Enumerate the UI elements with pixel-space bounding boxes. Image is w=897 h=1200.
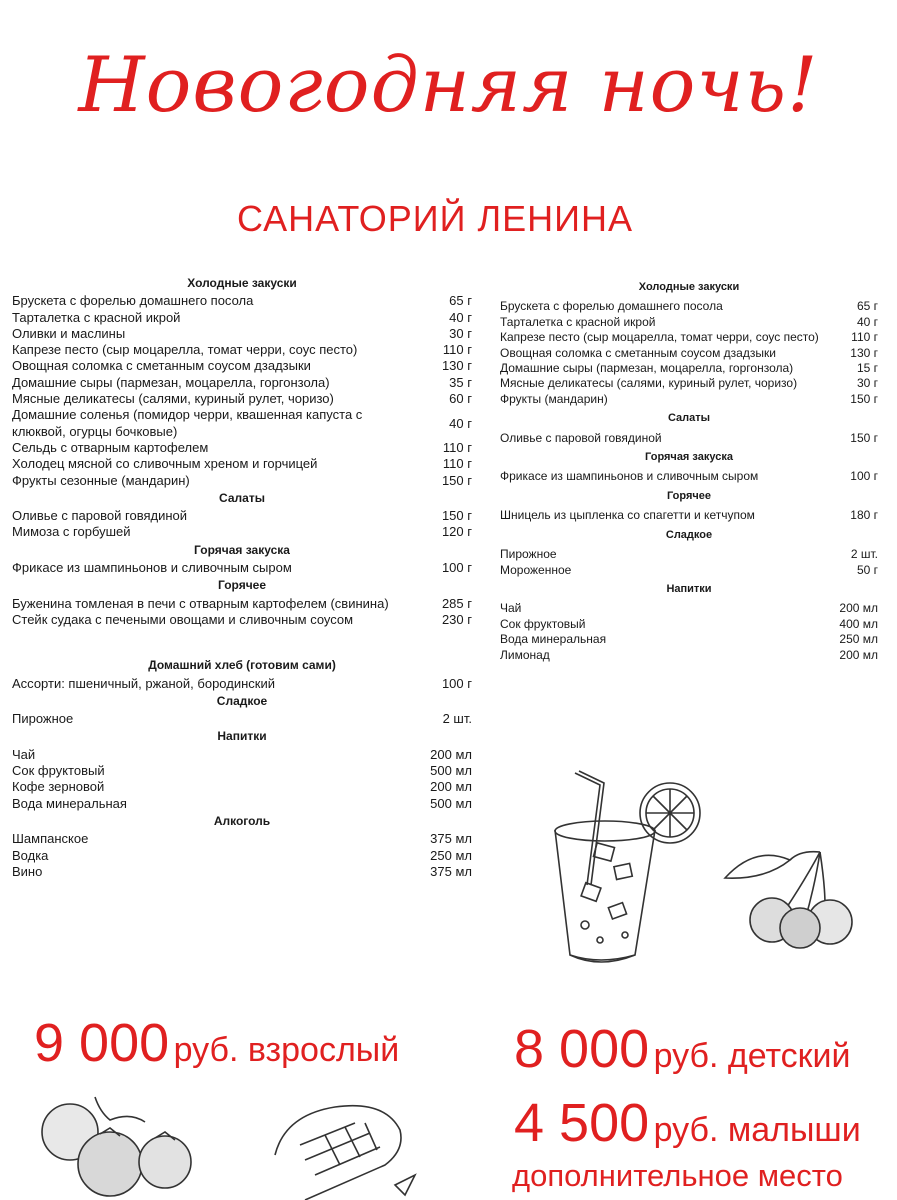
menu-item-qty: 130 г <box>441 358 472 374</box>
menu-item-name: Водка <box>12 847 49 863</box>
extra-place-note: дополнительное место <box>512 1158 843 1193</box>
section-dessert <box>500 528 878 578</box>
menu-item <box>12 763 472 779</box>
section-title: Холодные закуски <box>638 281 740 293</box>
price-baby-amount: 4 500 <box>514 1093 650 1153</box>
menu-item-qty: 120 г <box>441 524 472 540</box>
menu-item <box>500 563 878 578</box>
menu-item <box>500 617 878 632</box>
section-title: Сладкое <box>665 528 713 541</box>
menu-item-qty: 500 мл <box>430 763 472 779</box>
price-baby <box>514 1092 861 1154</box>
menu-item-qty: 40 г <box>856 314 878 329</box>
menu-item-name: Чай <box>12 746 36 762</box>
menu-item <box>12 831 472 847</box>
menu-item <box>500 376 878 391</box>
menu-item-qty: 230 г <box>441 611 472 627</box>
menu-item-name: Домашние сыры (пармезан, моцарелла, горгонзола) <box>12 374 330 390</box>
menu-item <box>12 508 472 524</box>
cherries-icon <box>720 840 860 950</box>
menu-item <box>500 392 878 407</box>
menu-item-name: Пирожное <box>500 547 557 562</box>
menu-item <box>500 601 878 616</box>
menu-item <box>500 469 878 484</box>
section-hot <box>500 489 878 524</box>
menu-item-name: Сельдь с отварным картофелем <box>12 439 209 455</box>
menu-item-qty: 2 шт. <box>850 547 878 562</box>
section-dessert <box>12 693 472 728</box>
glass-with-straw-icon <box>515 765 705 970</box>
menu-item <box>12 560 472 576</box>
menu-item-name: Фрикасе из шампиньонов и сливочным сыром <box>500 469 759 484</box>
menu-item <box>12 407 472 440</box>
menu-item-name: Капрезе песто (сыр моцарелла, томат черри, соус песто) <box>12 342 358 358</box>
menu-item-qty: 100 г <box>441 560 472 576</box>
menu-item <box>12 711 472 727</box>
section-salads <box>12 490 472 541</box>
menu-adult-column <box>12 274 472 880</box>
section-title: Домашний хлеб (готовим сами) <box>148 658 336 673</box>
menu-item <box>12 326 472 342</box>
menu-item-name: Буженина томленая в печи с отварным картофелем (свинина) <box>12 595 389 611</box>
menu-item <box>500 508 878 523</box>
menu-item-qty: 375 мл <box>430 831 472 847</box>
menu-item-qty: 500 мл <box>430 795 472 811</box>
menu-item-qty: 40 г <box>449 415 472 431</box>
menu-item-qty: 200 мл <box>839 601 878 616</box>
price-child-amount: 8 000 <box>514 1019 650 1079</box>
menu-item-name: Ассорти: пшеничный, ржаной, бородинский <box>12 675 275 691</box>
menu-item-qty: 200 мл <box>430 779 472 795</box>
section-drinks <box>12 728 472 811</box>
section-alcohol <box>12 813 472 880</box>
section-title: Горячая закуска <box>194 542 290 557</box>
price-child <box>514 1018 851 1080</box>
menu-item-name: Овощная соломка с сметанным соусом дзадзыки <box>12 358 311 374</box>
menu-item-qty: 400 мл <box>839 616 878 631</box>
menu-item-name: Стейк судака с печеными овощами и сливочным соусом <box>12 611 354 627</box>
menu-item <box>12 612 472 628</box>
price-baby-label: руб. малыши <box>653 1111 861 1149</box>
menu-item <box>12 391 472 407</box>
menu-item-name: Шампанское <box>12 831 89 847</box>
menu-item-qty: 250 мл <box>839 632 878 647</box>
menu-item-name: Оливье с паровой говядиной <box>12 508 188 524</box>
menu-item-qty: 200 мл <box>839 647 878 662</box>
menu-item-qty: 180 г <box>850 508 878 523</box>
menu-item <box>500 648 878 663</box>
menu-item <box>12 310 472 326</box>
menu-item-name: Чай <box>500 601 522 616</box>
menu-item-qty: 150 г <box>850 391 878 406</box>
menu-item <box>500 330 878 345</box>
menu-item-qty: 110 г <box>442 456 472 472</box>
section-title: Салаты <box>667 412 711 425</box>
menu-item <box>12 864 472 880</box>
page-subtitle: САНАТОРИЙ ЛЕНИНА <box>236 198 634 239</box>
section-bread <box>12 657 472 692</box>
section-title: Горячая закуска <box>645 451 733 464</box>
menu-item <box>12 473 472 489</box>
menu-item-name: Мимоза с горбушей <box>12 524 131 540</box>
menu-item <box>12 848 472 864</box>
menu-item-name: Вода минеральная <box>12 795 127 811</box>
steak-icon <box>265 1095 425 1200</box>
menu-item-name: Фрукты сезонные (мандарин) <box>12 472 190 488</box>
menu-item-qty: 65 г <box>856 299 878 314</box>
menu-item-qty: 285 г <box>441 595 472 611</box>
menu-item <box>12 375 472 391</box>
menu-item-name: Вино <box>12 863 43 879</box>
price-adult-amount: 9 000 <box>34 1013 170 1073</box>
menu-item-name: Сок фруктовый <box>12 763 105 779</box>
menu-item-name: Фрикасе из шампиньонов и сливочным сыром <box>12 560 292 576</box>
menu-item-name: Шницель из цыпленка со спагетти и кетчупом <box>500 508 755 523</box>
menu-item-qty: 150 г <box>441 508 472 524</box>
menu-item-name: Мясные деликатесы (салями, куриный рулет, чоризо) <box>12 391 334 407</box>
tomatoes-icon <box>40 1092 195 1200</box>
menu-child-column <box>500 276 878 663</box>
menu-item <box>12 747 472 763</box>
menu-item-name: Пирожное <box>12 711 74 727</box>
menu-item <box>12 293 472 309</box>
price-child-label: руб. детский <box>653 1037 851 1075</box>
section-title: Салаты <box>219 490 265 505</box>
menu-item-name: Оливье с паровой говядиной <box>500 430 662 445</box>
menu-item-qty: 110 г <box>442 342 472 358</box>
menu-item-qty: 110 г <box>442 439 472 455</box>
section-drinks <box>500 582 878 663</box>
menu-item <box>12 456 472 472</box>
menu-item-name: Вода минеральная <box>500 632 607 647</box>
menu-item-name: Фрукты (мандарин) <box>500 391 608 406</box>
menu-item-name: Брускета с форелью домашнего посола <box>12 293 254 309</box>
menu-item-qty: 100 г <box>441 675 472 691</box>
menu-item-name: Тарталетка с красной икрой <box>12 309 181 325</box>
section-cold <box>12 275 472 489</box>
menu-item-name: Лимонад <box>500 647 550 662</box>
section-title: Напитки <box>666 582 712 595</box>
menu-item <box>12 440 472 456</box>
menu-item <box>12 342 472 358</box>
section-title: Горячее <box>666 489 712 502</box>
price-adult-label: руб. взрослый <box>173 1031 400 1069</box>
menu-item-qty: 100 г <box>850 469 878 484</box>
menu-item-name: Холодец мясной со сливочным хреном и горчицей <box>12 456 318 472</box>
section-title: Сладкое <box>216 693 268 708</box>
menu-item <box>12 676 472 692</box>
menu-item-qty: 110 г <box>851 330 878 345</box>
section-hot <box>12 577 472 628</box>
section-title: Напитки <box>217 729 267 744</box>
menu-item-name: Брускета с форелью домашнего посола <box>500 299 723 314</box>
menu-item-name: Тарталетка с красной икрой <box>500 314 656 329</box>
menu-item <box>500 431 878 446</box>
menu-item-qty: 2 шт. <box>442 711 472 727</box>
menu-item-name: Мясные деликатесы (салями, куриный рулет, чоризо) <box>500 376 798 391</box>
menu-item-name: Сок фруктовый <box>500 616 586 631</box>
menu-item <box>12 796 472 812</box>
menu-item-name: Овощная соломка с сметанным соусом дзадзыки <box>500 345 776 360</box>
menu-item <box>500 632 878 647</box>
menu-item-qty: 250 мл <box>430 847 472 863</box>
section-title: Алкоголь <box>213 813 271 828</box>
menu-item <box>500 299 878 314</box>
section-title: Горячее <box>217 578 267 593</box>
section-hot-snack <box>12 542 472 577</box>
menu-item <box>500 361 878 376</box>
menu-item-name: Домашние сыры (пармезан, моцарелла, горгонзола) <box>500 361 794 376</box>
section-salads <box>500 411 878 446</box>
menu-item-qty: 130 г <box>850 345 878 360</box>
menu-item-qty: 35 г <box>449 374 472 390</box>
section-hot-snack <box>500 450 878 485</box>
menu-item-qty: 200 мл <box>430 746 472 762</box>
menu-item-qty: 30 г <box>449 325 472 341</box>
menu-item <box>12 779 472 795</box>
menu-item-qty: 50 г <box>856 562 878 577</box>
menu-item-qty: 150 г <box>441 472 472 488</box>
menu-item-name: Капрезе песто (сыр моцарелла, томат черри, соус песто) <box>500 330 819 345</box>
menu-item-qty: 60 г <box>449 391 472 407</box>
menu-item <box>12 524 472 540</box>
menu-item <box>500 547 878 562</box>
section-cold <box>500 280 878 407</box>
menu-item-qty: 375 мл <box>430 863 472 879</box>
menu-item-qty: 150 г <box>850 430 878 445</box>
menu-item-qty: 40 г <box>449 309 472 325</box>
menu-item-name: Домашние соленья (помидор черри, квашенная капуста с клюквой, огурцы бочковые) <box>12 407 363 439</box>
page-title: Новогодняя ночь! <box>78 40 819 129</box>
menu-item-qty: 30 г <box>856 376 878 391</box>
menu-item-name: Кофе зерновой <box>12 779 105 795</box>
section-title: Холодные закуски <box>187 276 297 290</box>
price-adult <box>34 1012 399 1074</box>
menu-item-name: Оливки и маслины <box>12 325 126 341</box>
menu-item <box>500 346 878 361</box>
menu-item <box>12 596 472 612</box>
menu-item-qty: 15 г <box>856 361 878 376</box>
menu-item-name: Мороженное <box>500 562 572 577</box>
menu-item <box>500 315 878 330</box>
menu-item <box>12 358 472 374</box>
menu-item-qty: 65 г <box>449 293 472 309</box>
